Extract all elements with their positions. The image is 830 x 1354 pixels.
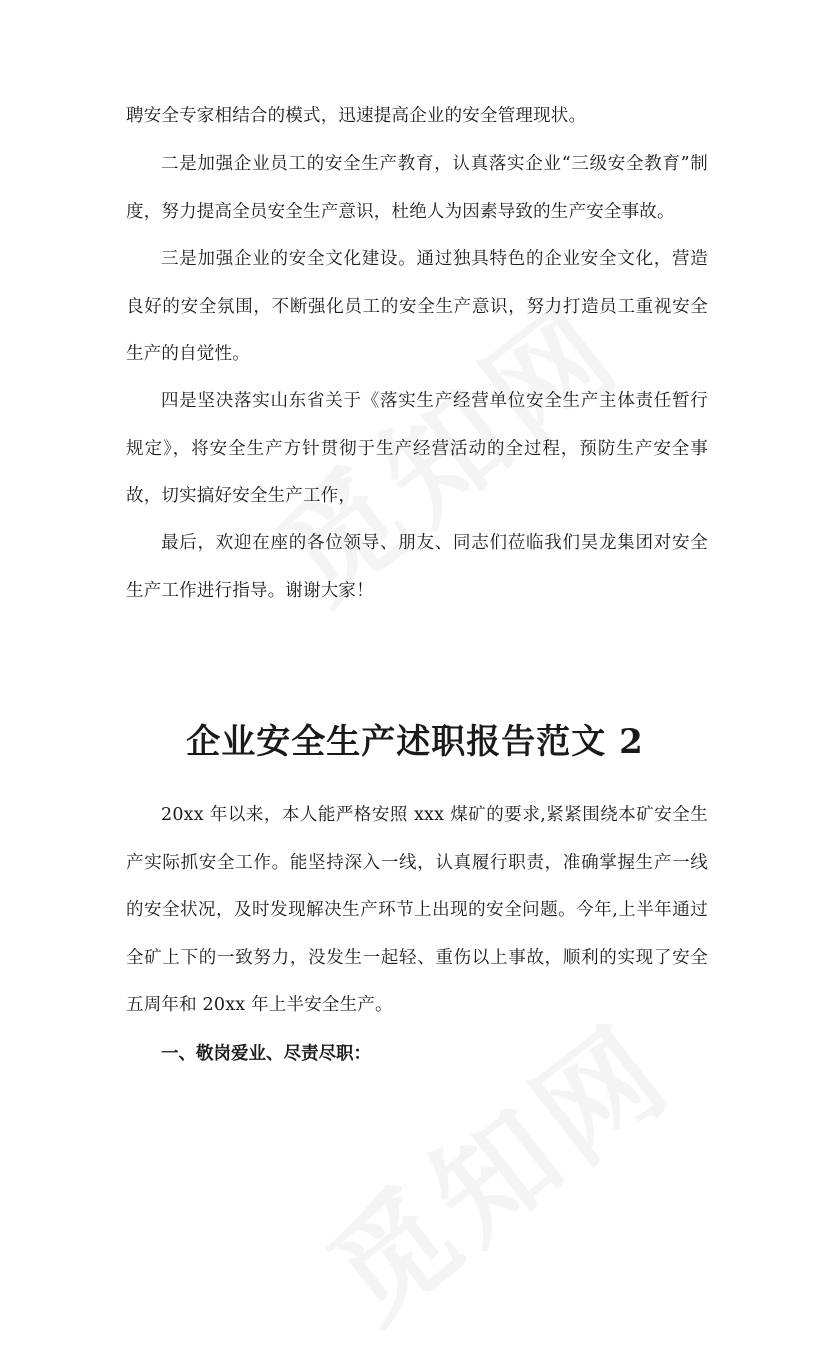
paragraph-point-two: 二是加强企业员工的安全生产教育，认真落实企业“三级安全教育”制度，努力提高全员安全生产意识，杜绝人为因素导致的生产安全事故。	[126, 154, 708, 222]
section-title: 企业安全生产述职报告范文 2	[186, 722, 644, 762]
paragraph-intro: 20xx 年以来，本人能严格安照 xxx 煤矿的要求,紧紧围绕本矿安全生产实际抓安全工作。能坚持深入一线，认真履行职责，准确掌握生产一线的安全状况，及时发现解决生产环节上出现的安全问题。今年,上半年通过全矿上下的一致努力，没发生一起轻、重伤以上事故，顺利的实现了安全五周年和 20xx 年上半安全生产。	[126, 805, 708, 1015]
paragraph-continuation: 聘安全专家相结合的模式，迅速提高企业的安全管理现状。	[126, 106, 587, 126]
paragraph-closing: 最后，欢迎在座的各位领导、朋友、同志们莅临我们昊龙集团对安全生产工作进行指导。谢谢大家！	[126, 533, 708, 601]
paragraph-point-four: 四是坚决落实山东省关于《落实生产经营单位安全生产主体责任暂行规定》，将安全生产方针贯彻于生产经营活动的全过程，预防生产安全事故，切实搞好安全生产工作，	[126, 391, 708, 506]
subheading: 一、敬岗爱业、尽责尽职：	[161, 1044, 371, 1064]
paragraph-point-three: 三是加强企业的安全文化建设。通过独具特色的企业安全文化，营造良好的安全氛围，不断强化员工的安全生产意识，努力打造员工重视安全生产的自觉性。	[126, 249, 708, 364]
